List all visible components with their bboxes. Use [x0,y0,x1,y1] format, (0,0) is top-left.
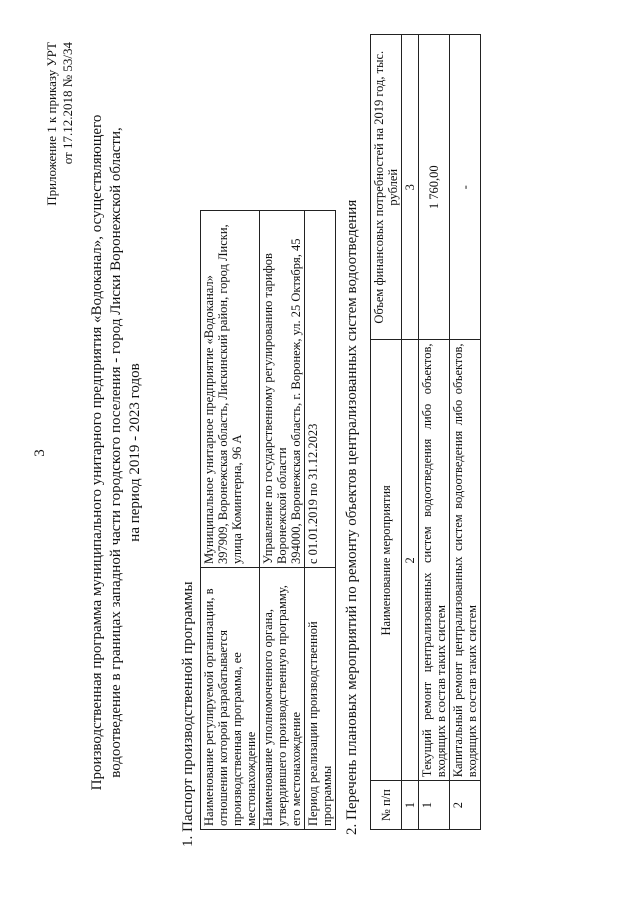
passport-value-line: 394000, Воронежская область, г. Воронеж, ул. 25 Октября, 45 [289,238,303,564]
section-1-heading: 1. Паспорт производственной программы [180,581,196,847]
title-line-2: водоотведение в границах западной части городского поселения - город Лиски Воронежской области, [108,127,124,778]
column-index-row [402,35,419,830]
repair-events-table [370,34,481,830]
section-2-heading: 2. Перечень плановых мероприятий по ремонту объектов централизованных систем водоотведения [344,199,360,835]
row-number: 2 [450,781,481,830]
passport-label: Период реализации производственной программы [305,568,336,830]
title-line-3: на период 2019 - 2023 годов [127,363,143,542]
column-index: 3 [402,35,419,340]
table-row [450,35,481,830]
page-number: 3 [32,449,48,457]
column-index: 2 [402,340,419,781]
passport-label: Наименование уполномоченного органа, утвердившего производственную программу, его местонахождение [260,568,305,830]
table-header-row [371,35,402,830]
passport-value-line: 397909, Воронежская область, Лискинский район, город Лиски, улица Коминтерна, 96 А [216,224,244,564]
table-row [260,211,305,830]
passport-value [305,211,336,568]
passport-value [201,211,260,568]
column-header-amount: Объем финансовых потребностей на 2019 год, тыс. рублей [371,35,402,340]
event-name: Текущий ремонт централизованных систем водоотведения либо объектов, входящих в состав таких систем [419,340,450,781]
appendix-note [44,42,76,206]
appendix-line-2: от 17.12.2018 № 53/34 [60,42,75,165]
title-line-1: Производственная программа муниципального унитарного предприятия «Водоканал», осуществляющего [89,114,105,791]
passport-label: Наименование регулируемой организации, в отношении которой разрабатывается производственная программа, ее местонахождение [201,568,260,830]
document-title [88,90,145,815]
table-row [201,211,260,830]
passport-value-line: Муниципальное унитарное предприятие «Водоканал» [202,275,216,564]
table-row [305,211,336,830]
event-amount: 1 760,00 [419,35,450,340]
column-header-num: № п/п [371,781,402,830]
column-header-name: Наименование мероприятия [371,340,402,781]
passport-value [260,211,305,568]
event-name: Капитальный ремонт централизованных систем водоотведения либо объектов, входящих в состав таких систем [450,340,481,781]
passport-table [200,210,336,830]
passport-value-line: Управление по государственному регулированию тарифов Воронежской области [261,253,289,564]
passport-value-line: с 01.01.2019 по 31.12.2023 [306,423,320,564]
appendix-line-1: Приложение 1 к приказу УРТ [44,42,59,206]
column-index: 1 [402,781,419,830]
event-amount: - [450,35,481,340]
table-row [419,35,450,830]
row-number: 1 [419,781,450,830]
